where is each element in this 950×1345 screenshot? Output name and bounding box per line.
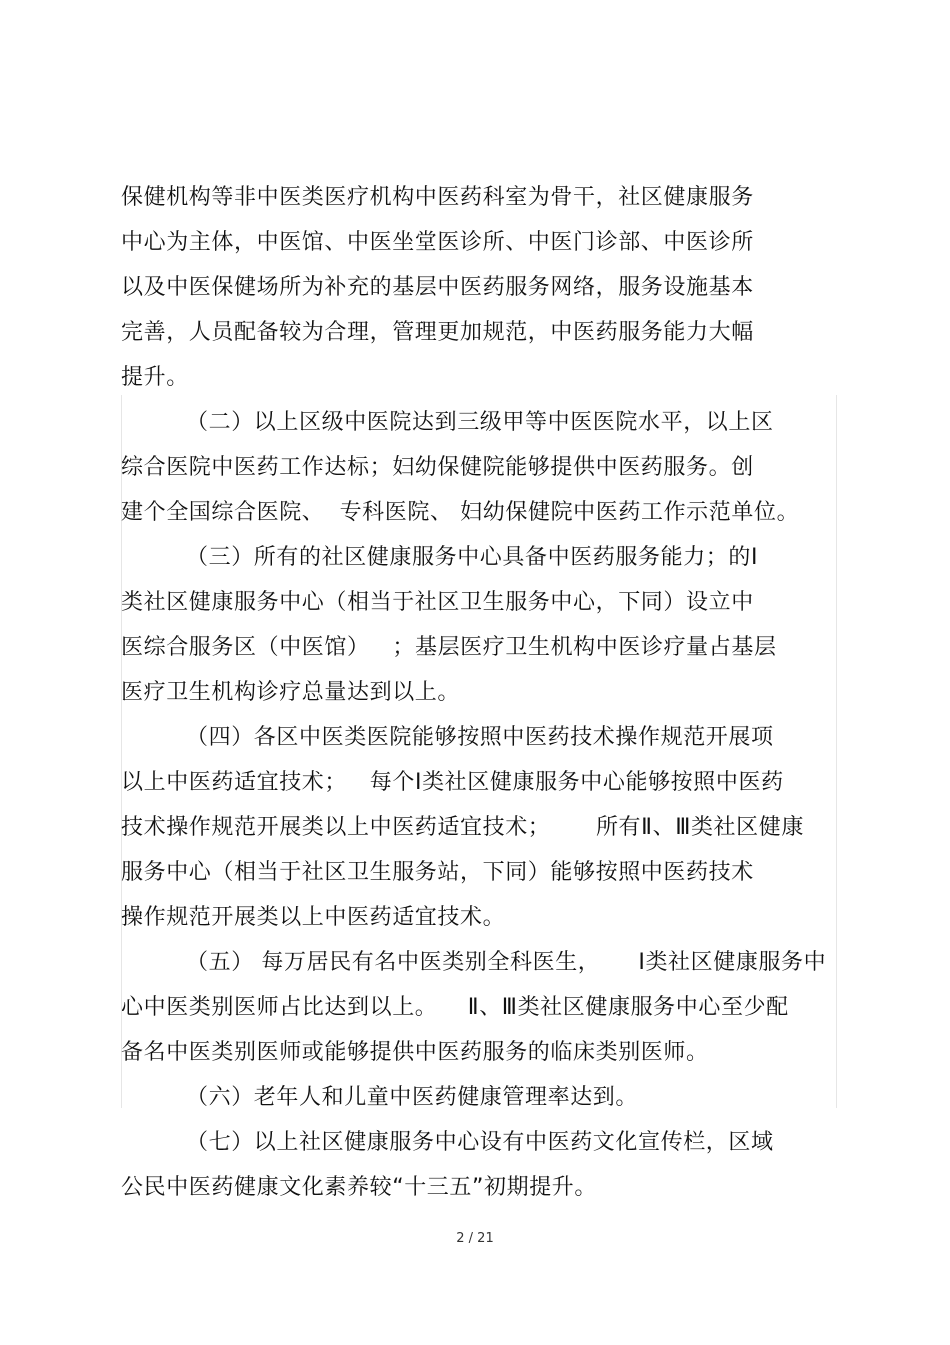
text-line: 备名中医类别医师或能够提供中医药服务的临床类别医师。 xyxy=(121,1040,709,1065)
paragraph-2-start: （二）以上区级中医院达到三级甲等中医医院水平，以上区 xyxy=(186,410,774,435)
text-line: 操作规范开展类以上中医药适宜技术。 xyxy=(121,905,506,930)
paragraph-7-start: （七）以上社区健康服务中心设有中医药文化宣传栏，区域 xyxy=(186,1130,774,1155)
text-line: 医疗卫生机构诊疗总量达到以上。 xyxy=(121,680,461,705)
paragraph-5-start: （五） 每万居民有名中医类别全科医生， Ⅰ类社区健康服务中 xyxy=(186,950,827,975)
text-line: 提升。 xyxy=(121,365,189,390)
page-number: 2 / 21 xyxy=(456,1231,494,1246)
text-line: 公民中医药健康文化素养较“十三五”初期提升。 xyxy=(121,1175,597,1200)
text-line: 医综合服务区（中医馆） ；基层医疗卫生机构中医诊疗量占基层 xyxy=(121,635,777,660)
text-line: 心中医类别医师占比达到以上。 Ⅱ、Ⅲ类社区健康服务中心至少配 xyxy=(121,995,789,1020)
text-line: 综合医院中医药工作达标；妇幼保健院能够提供中医药服务。创 xyxy=(121,455,754,480)
text-line: 类社区健康服务中心（相当于社区卫生服务中心，下同）设立中 xyxy=(121,590,754,615)
text-line: 完善，人员配备较为合理，管理更加规范，中医药服务能力大幅 xyxy=(121,320,754,345)
text-line: 建个全国综合医院、 专科医院、 妇幼保健院中医药工作示范单位。 xyxy=(121,500,800,525)
text-line: 中心为主体，中医馆、中医坐堂医诊所、中医门诊部、中医诊所 xyxy=(121,230,754,255)
text-line: 以及中医保健场所为补充的基层中医药服务网络，服务设施基本 xyxy=(121,275,754,300)
text-line: 服务中心（相当于社区卫生服务站，下同）能够按照中医药技术 xyxy=(121,860,754,885)
paragraph-6: （六）老年人和儿童中医药健康管理率达到。 xyxy=(186,1085,639,1110)
text-line: 以上中医药适宜技术； 每个Ⅰ类社区健康服务中心能够按照中医药 xyxy=(121,770,784,795)
paragraph-3-start: （三）所有的社区健康服务中心具备中医药服务能力；的Ⅰ xyxy=(186,545,759,570)
text-line: 技术操作规范开展类以上中医药适宜技术； 所有Ⅱ、Ⅲ类社区健康 xyxy=(121,815,804,840)
paragraph-4-start: （四）各区中医类医院能够按照中医药技术操作规范开展项 xyxy=(186,725,774,750)
text-line: 保健机构等非中医类医疗机构中医药科室为骨干，社区健康服务 xyxy=(121,185,754,210)
